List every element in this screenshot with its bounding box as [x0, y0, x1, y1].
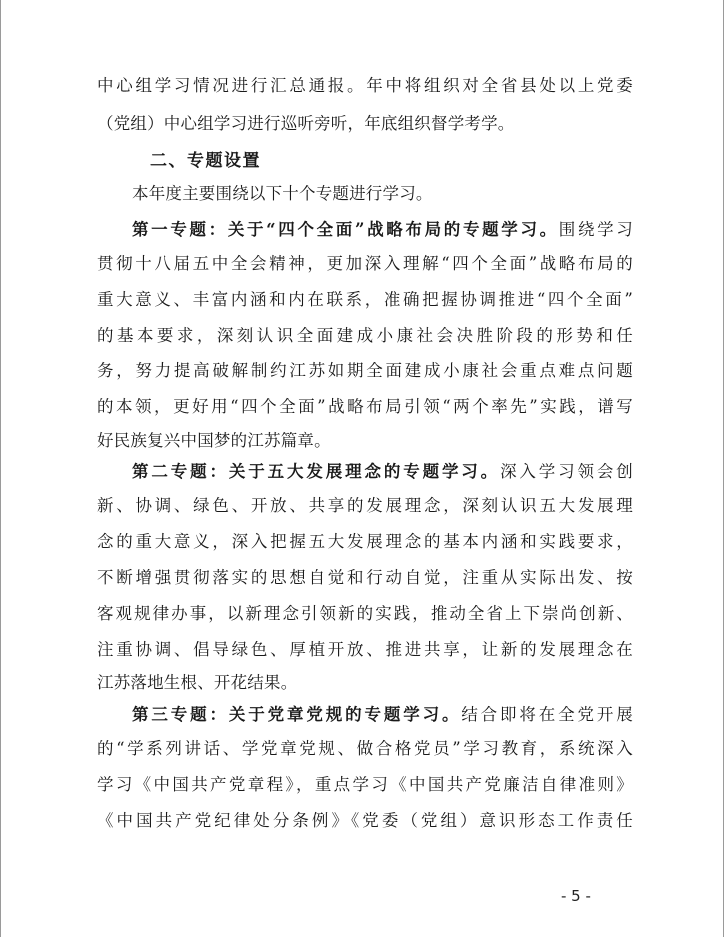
- body-text-line: 重大意义、丰富内涵和内在联系，准确把握协调推进“四个全面”: [97, 290, 633, 309]
- body-text-line: 的本领，更好用“四个全面”战略布局引领“两个率先”实践，谱写: [97, 397, 633, 416]
- topic-3-first-line: [132, 697, 633, 733]
- topic-2-first-line: [132, 454, 633, 490]
- body-text-line: （党组）中心组学习进行巡听旁听，年底组织督学考学。: [97, 114, 515, 133]
- body-text-line: 江苏落地生根、开花结果。: [97, 673, 298, 692]
- body-text-line: 的基本要求，深刻认识全面建成小康社会决胜阶段的形势和任: [97, 326, 633, 345]
- body-text-line: 《中国共产党纪律处分条例》《党委（党组）意识形态工作责任: [97, 811, 633, 830]
- body-text-line: 贯彻十八届五中全会精神，更加深入理解“四个全面”战略布局的: [97, 254, 633, 273]
- body-text-line: 注重协调、倡导绿色、厚植开放、推进共享，让新的发展理念在: [97, 640, 633, 659]
- topic-3-heading: 第三专题：关于党章党规的专题学习。: [132, 705, 462, 724]
- topic-3-text: 结合即将在全党开展: [461, 705, 633, 724]
- body-text-line: 本年度主要围绕以下十个专题进行学习。: [132, 184, 433, 203]
- body-text-line: 不断增强贯彻落实的思想自觉和行动自觉，注重从实际出发、按: [97, 568, 633, 587]
- body-text-line: 新、协调、绿色、开放、共享的发展理念，深刻认识五大发展理: [97, 496, 633, 515]
- body-text-line: 客观规律办事，以新理念引领新的实践，推动全省上下崇尚创新、: [97, 604, 633, 623]
- topic-2-heading: 第二专题：关于五大发展理念的专题学习。: [132, 462, 501, 481]
- section-heading: 二、专题设置: [150, 151, 261, 171]
- body-text-line: 好民族复兴中国梦的江苏篇章。: [97, 431, 331, 450]
- body-text-line: 中心组学习情况进行汇总通报。年中将组织对全省县处以上党委: [97, 76, 633, 95]
- body-text-line: 务，努力提高破解制约江苏如期全面建成小康社会重点难点问题: [97, 361, 633, 380]
- topic-1-first-line: [132, 212, 633, 248]
- body-text-line: 的“学系列讲话、学党章党规、做合格党员”学习教育，系统深入: [97, 739, 633, 758]
- body-text-line: 念的重大意义，深入把握五大发展理念的基本内涵和实践要求，: [97, 532, 633, 551]
- topic-2-text: 深入学习领会创: [500, 462, 633, 481]
- page-number: - 5 -: [561, 887, 591, 905]
- topic-1-heading: 第一专题：关于“四个全面”战略布局的专题学习。: [132, 220, 559, 239]
- body-text-line: 学习《中国共产党章程》，重点学习《中国共产党廉洁自律准则》: [97, 775, 633, 794]
- topic-1-text: 围绕学习: [558, 220, 633, 239]
